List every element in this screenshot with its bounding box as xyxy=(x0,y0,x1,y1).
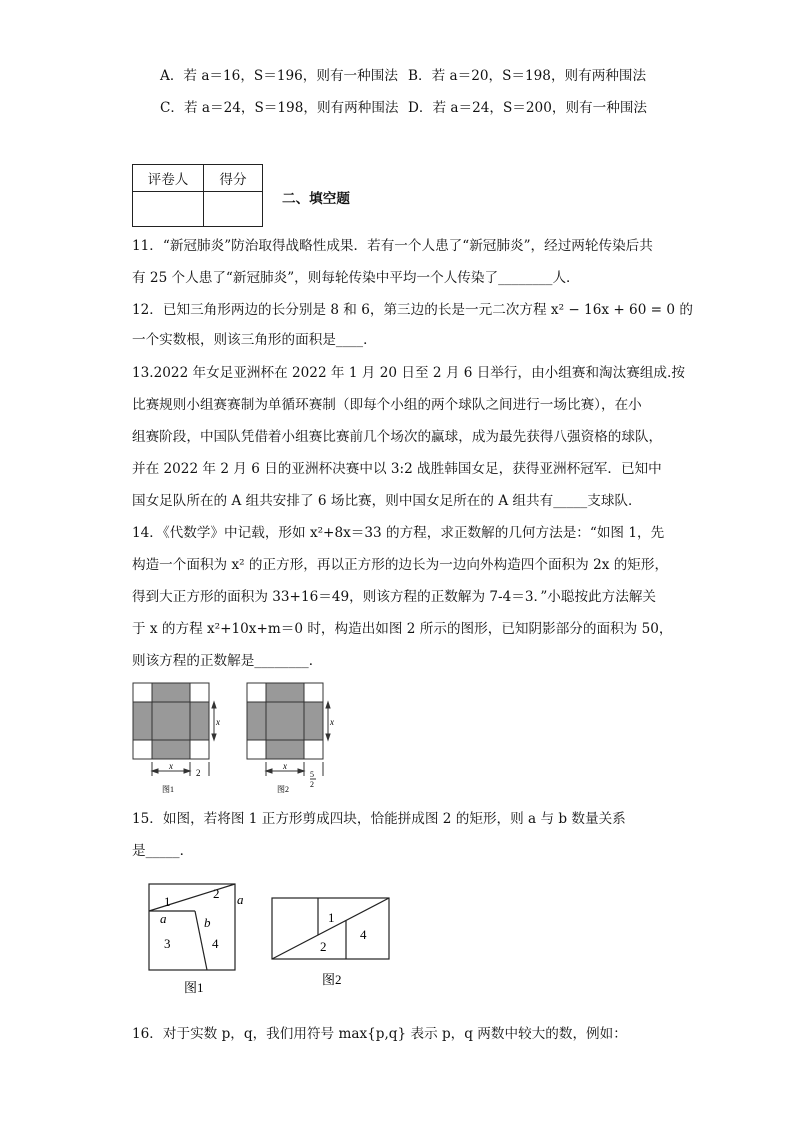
q12-line2: 一个实数根，则该三角形的面积是____． xyxy=(132,332,377,348)
q15-figure2 xyxy=(272,898,389,959)
q13-line3: 组赛阶段，中国队凭借着小组赛比赛前几个场次的赢球，成为最先获得八强资格的球队， xyxy=(132,429,663,445)
fig14-x-label-3: x xyxy=(330,717,334,727)
fig14-x-label-2: x xyxy=(169,761,173,771)
fig15-label-a-inner: a xyxy=(160,911,167,926)
option-d: D．若 a＝24，S＝200，则有一种围法 xyxy=(408,100,648,116)
reviewer-header: 评卷人 xyxy=(133,165,204,192)
fig14-x-label-4: x xyxy=(283,761,287,771)
section-title: 二、填空题 xyxy=(282,191,350,207)
q11-line2: 有 25 个人患了“新冠肺炎”，则每轮传染中平均一个人传染了________人． xyxy=(132,270,580,286)
fig14-frac-den: 2 xyxy=(310,780,314,789)
option-a: A．若 a＝16，S＝196，则有一种围法 xyxy=(160,68,398,84)
score-cell[interactable] xyxy=(204,192,263,227)
q15-line1: 15．如图，若将图 1 正方形剪成四块，恰能拼成图 2 的矩形，则 a 与 b 数量关系 xyxy=(132,811,626,827)
fig15-piece-2a: 2 xyxy=(213,886,220,901)
q14-figures xyxy=(128,680,358,798)
q13-line5: 国女足队所在的 A 组共安排了 6 场比赛，则中国女足所在的 A 组共有_____支球队． xyxy=(132,493,642,509)
fig15-piece-1a: 1 xyxy=(164,894,171,909)
fig15-piece-1b: 1 xyxy=(328,910,335,925)
q14-line2: 构造一个面积为 x² 的正方形，再以正方形的边长为一边向外构造四个面积为 2x 的矩形， xyxy=(132,557,669,573)
fig15-piece-4a: 4 xyxy=(212,936,219,951)
fig15-piece-4b: 4 xyxy=(360,927,367,942)
q15-figures xyxy=(140,878,400,998)
q14-figure2 xyxy=(247,683,330,779)
q14-line1: 14．《代数学》中记载，形如 x²+8x＝33 的方程，求正数解的几何方法是：“如图 1，先 xyxy=(132,525,665,541)
q11-line1: 11．“新冠肺炎”防治取得战略性成果．若有一个人患了“新冠肺炎”，经过两轮传染后共 xyxy=(132,238,653,254)
q14-line4: 于 x 的方程 x²+10x+m＝0 时，构造出如图 2 所示的图形，已知阴影部分的面积为 50， xyxy=(132,621,673,637)
fig14-two-label: 2 xyxy=(196,768,201,778)
fig15-caption-1: 图1 xyxy=(184,980,204,995)
fig15-piece-3: 3 xyxy=(164,936,171,951)
fig14-caption-2: 图2 xyxy=(277,785,289,794)
fig15-caption-2: 图2 xyxy=(322,972,342,987)
q14-figure1 xyxy=(133,683,216,776)
q15-line2: 是_____． xyxy=(132,843,194,859)
q12-line1: 12．已知三角形两边的长分别是 8 和 6，第三边的长是一元二次方程 x² − 16x + 60 = 0 的 xyxy=(132,302,693,318)
q14-line3: 得到大正方形的面积为 33+16＝49，则该方程的正数解为 7-4＝3．”小聪按此方法解关 xyxy=(132,589,657,605)
q13-line4: 并在 2022 年 2 月 6 日的亚洲杯决赛中以 3:2 战胜韩国女足，获得亚洲杯冠军．已知中 xyxy=(132,461,662,477)
fig14-x-label-1: x xyxy=(216,717,220,727)
q16-line1: 16．对于实数 p，q，我们用符号 max{p,q} 表示 p，q 两数中较大的数，例如： xyxy=(132,1026,627,1042)
q13-line2: 比赛规则小组赛赛制为单循环赛制（即每个小组的两个球队之间进行一场比赛），在小 xyxy=(132,397,642,413)
fig14-frac-num: 5 xyxy=(310,770,314,779)
fig15-piece-2b: 2 xyxy=(320,939,327,954)
q15-figure1 xyxy=(149,884,235,970)
reviewer-cell[interactable] xyxy=(133,192,204,227)
option-c: C．若 a＝24，S＝198，则有两种围法 xyxy=(160,100,399,116)
q14-line5: 则该方程的正数解是________． xyxy=(132,653,323,669)
score-table xyxy=(132,164,263,227)
fig14-caption-1: 图1 xyxy=(162,785,174,794)
q13-line1: 13.2022 年女足亚洲杯在 2022 年 1 月 20 日至 2 月 6 日举行，由小组赛和淘汰赛组成.按 xyxy=(132,365,685,381)
option-b: B．若 a＝20，S＝198，则有两种围法 xyxy=(408,68,647,84)
fig15-label-a-right: a xyxy=(237,892,244,907)
score-header: 得分 xyxy=(204,165,263,192)
fig15-label-b: b xyxy=(204,915,211,930)
